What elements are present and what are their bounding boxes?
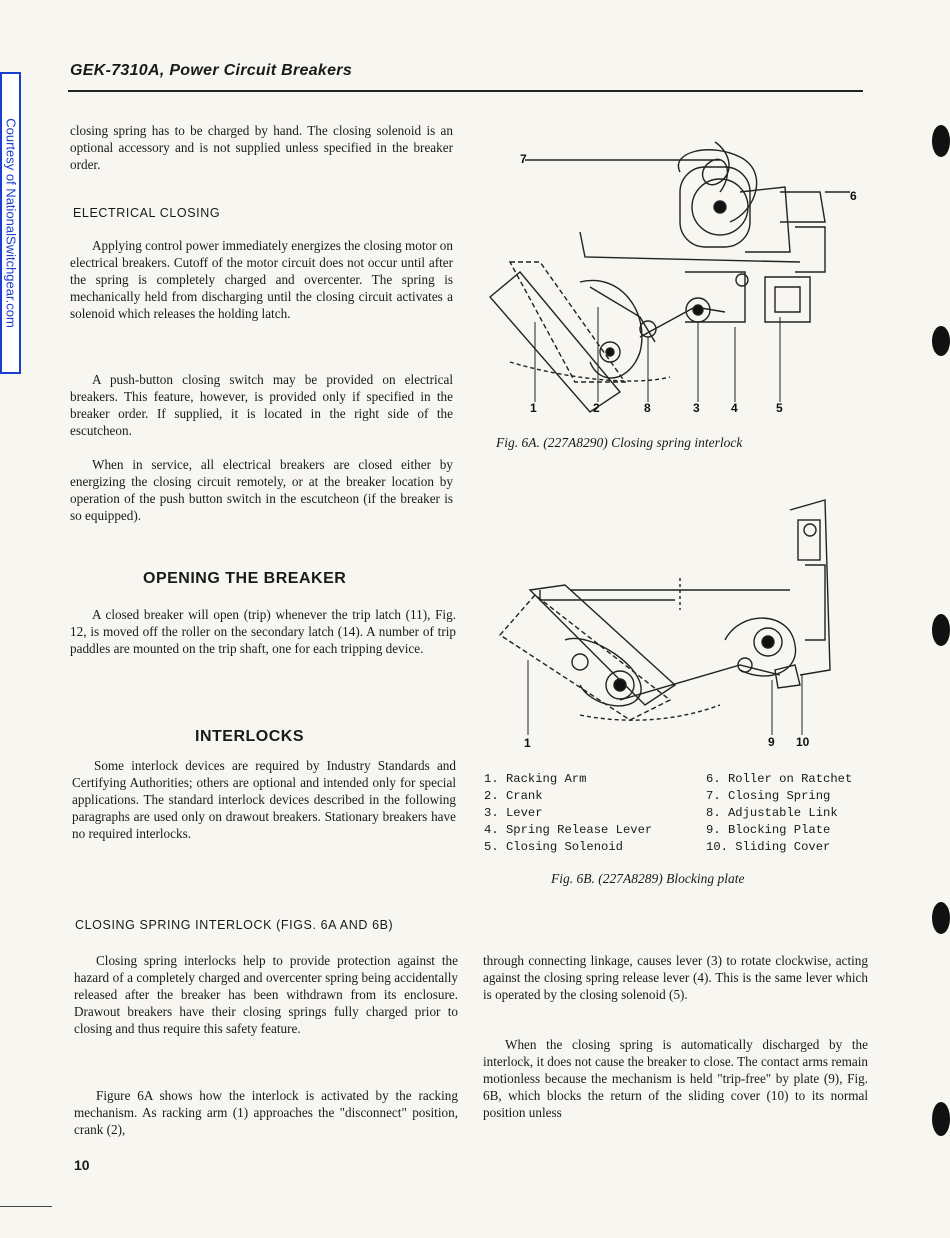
binder-hole bbox=[932, 1102, 950, 1136]
page-number: 10 bbox=[74, 1157, 90, 1173]
bottom-left-paragraph-1: Closing spring interlocks help to provide protection against the hazard of a completely charged and overcenter spring being accidentally released after the breaker has been withdrawn from its enclosure. Drawout breakers have their closing springs fully charged prior to closing and thus require this safety feature. bbox=[74, 953, 458, 1036]
legend-item: 10. Sliding Cover bbox=[706, 840, 831, 854]
legend-item: 6. Roller on Ratchet bbox=[706, 772, 853, 786]
fig6a-label-7: 7 bbox=[520, 152, 527, 166]
fig6a-label-5: 5 bbox=[776, 401, 783, 415]
legend-left bbox=[484, 771, 652, 856]
bottom-right-paragraph-1: through connecting linkage, causes lever (3) to rotate clockwise, acting against the closing spring release lever (4). This is the same lever which is operated by the closing solenoid (5). bbox=[483, 953, 868, 1002]
binder-hole bbox=[932, 125, 950, 157]
fig6a-caption: Fig. 6A. (227A8290) Closing spring interlock bbox=[496, 435, 743, 450]
footer-mark bbox=[0, 1206, 52, 1207]
legend-item: 4. Spring Release Lever bbox=[484, 823, 653, 837]
legend-item: 3. Lever bbox=[484, 806, 543, 820]
legend-right bbox=[706, 771, 852, 856]
fig6b-label-9: 9 bbox=[768, 735, 775, 749]
fig6a-label-3: 3 bbox=[693, 401, 700, 415]
interlocks-heading: INTERLOCKS bbox=[195, 728, 304, 745]
fig6b-label-10: 10 bbox=[796, 735, 810, 749]
fig6a-label-1: 1 bbox=[530, 401, 537, 415]
courtesy-text: Courtesy of NationalSwitchgear.com bbox=[3, 118, 18, 328]
legend-item: 8. Adjustable Link bbox=[706, 806, 838, 820]
fig6a-label-4: 4 bbox=[731, 401, 738, 415]
opening-heading: OPENING THE BREAKER bbox=[143, 570, 347, 587]
electrical-closing-heading: ELECTRICAL CLOSING bbox=[73, 206, 221, 220]
intro-paragraph: closing spring has to be charged by hand. The closing solenoid is an optional accessory and is not supplied unless specified in the breaker order. bbox=[70, 123, 453, 172]
opening-paragraph: A closed breaker will open (trip) whenever the trip latch (11), Fig. 12, is moved off the roller on the secondary latch (14). A number of trip paddles are mounted on the trip shaft, one for each tripping device. bbox=[70, 607, 456, 656]
fig6a-label-8: 8 bbox=[644, 401, 651, 415]
legend-item: 9. Blocking Plate bbox=[706, 823, 831, 837]
legend-item: 2. Crank bbox=[484, 789, 543, 803]
electrical-paragraph-2: A push-button closing switch may be provided on electrical breakers. This feature, however, is provided only if specified in the breaker order. If supplied, it is located in the right side of the escutcheon. bbox=[70, 372, 453, 438]
page-header: GEK-7310A, Power Circuit Breakers bbox=[70, 62, 353, 79]
electrical-paragraph-3: When in service, all electrical breakers are closed either by energizing the closing circuit remotely, or at the breaker location by operation of the push button switch in the escutcheon (if the breaker is so equipped). bbox=[70, 457, 453, 523]
bottom-left-paragraph-2: Figure 6A shows how the interlock is activated by the racking mechanism. As racking arm (1) approaches the "disconnect" position, crank (2), bbox=[74, 1088, 458, 1137]
fig6a-label-6: 6 bbox=[850, 189, 857, 203]
legend-item: 5. Closing Solenoid bbox=[484, 840, 623, 854]
bottom-right-paragraph-2: When the closing spring is automatically discharged by the interlock, it does not cause the breaker to close. The contact arms remain motionless because the mechanism is held "trip-free" by plate (9), Fig. 6B, which blocks the return of the sliding cover (10) to its normal position unless bbox=[483, 1037, 868, 1120]
legend-item: 1. Racking Arm bbox=[484, 772, 587, 786]
courtesy-banner bbox=[0, 72, 21, 374]
fig6a-label-2: 2 bbox=[593, 401, 600, 415]
header-rule bbox=[68, 90, 863, 92]
closing-interlock-heading: CLOSING SPRING INTERLOCK (FIGS. 6A AND 6B) bbox=[75, 918, 394, 932]
binder-hole bbox=[932, 326, 950, 356]
interlocks-paragraph: Some interlock devices are required by Industry Standards and Certifying Authorities; others are optional and intended only for special applications. The standard interlock devices described in the following paragraphs are used only on drawout breakers. Stationary breakers have no required interlocks. bbox=[72, 758, 456, 841]
binder-hole bbox=[932, 614, 950, 646]
legend-item: 7. Closing Spring bbox=[706, 789, 831, 803]
binder-hole bbox=[932, 902, 950, 934]
electrical-paragraph-1: Applying control power immediately energizes the closing motor on electrical breakers. Cutoff of the motor circuit does not occur until after the spring is completely charged and overcenter. The spring is mechanically held from discharging until the closing circuit activates a solenoid which releases the holding latch. bbox=[70, 238, 453, 321]
figure-6a-drawing bbox=[480, 112, 870, 422]
fig6b-label-1: 1 bbox=[524, 736, 531, 750]
fig6b-caption: Fig. 6B. (227A8289) Blocking plate bbox=[551, 871, 745, 886]
figure-6b-drawing bbox=[480, 490, 870, 755]
